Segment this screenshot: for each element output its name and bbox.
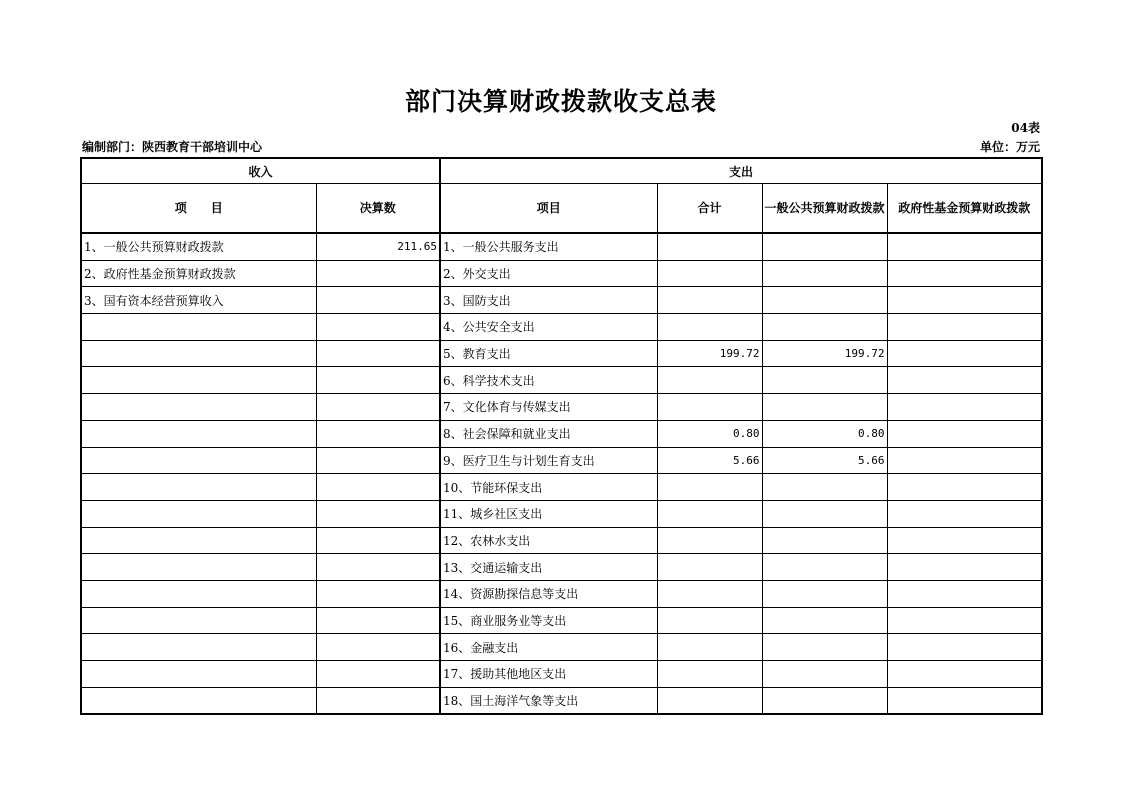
table-row — [81, 607, 1042, 634]
gov-fund-cell — [887, 233, 1042, 260]
expense-item-cell: 18、国土海洋气象等支出 — [440, 687, 657, 714]
col-total: 合计 — [657, 184, 762, 234]
total-cell — [657, 554, 762, 581]
total-cell — [657, 634, 762, 661]
table-row — [81, 420, 1042, 447]
income-item-cell — [81, 420, 316, 447]
expense-item-cell: 2、外交支出 — [440, 260, 657, 287]
gov-fund-cell — [887, 474, 1042, 501]
general-budget-cell — [762, 314, 887, 341]
general-budget-cell — [762, 367, 887, 394]
expense-item-cell: 12、农林水支出 — [440, 527, 657, 554]
income-amount-cell — [316, 394, 440, 421]
income-amount-cell — [316, 420, 440, 447]
income-item-cell — [81, 554, 316, 581]
expense-item-cell: 13、交通运输支出 — [440, 554, 657, 581]
general-budget-cell: 5.66 — [762, 447, 887, 474]
table-row — [81, 661, 1042, 688]
total-cell — [657, 394, 762, 421]
income-item-cell: 3、国有资本经营预算收入 — [81, 287, 316, 314]
income-item-cell — [81, 634, 316, 661]
general-budget-cell — [762, 233, 887, 260]
gov-fund-cell — [887, 527, 1042, 554]
income-item-cell — [81, 314, 316, 341]
general-budget-cell — [762, 394, 887, 421]
general-budget-cell — [762, 554, 887, 581]
gov-fund-cell — [887, 607, 1042, 634]
table-row — [81, 233, 1042, 260]
table-body — [81, 233, 1042, 714]
section-header-row — [81, 158, 1042, 184]
table-row — [81, 474, 1042, 501]
gov-fund-cell — [887, 634, 1042, 661]
table-row — [81, 340, 1042, 367]
income-amount-cell — [316, 554, 440, 581]
income-item-cell: 1、一般公共预算财政拨款 — [81, 233, 316, 260]
general-budget-cell — [762, 580, 887, 607]
col-general-budget: 一般公共预算财政拨款 — [762, 184, 887, 234]
expense-item-cell: 4、公共安全支出 — [440, 314, 657, 341]
gov-fund-cell — [887, 260, 1042, 287]
total-cell — [657, 233, 762, 260]
expense-item-cell: 11、城乡社区支出 — [440, 500, 657, 527]
table-row — [81, 634, 1042, 661]
unit-label: 单位：万元 — [979, 140, 1040, 154]
gov-fund-cell — [887, 287, 1042, 314]
department-label: 编制部门：陕西教育干部培训中心 — [82, 140, 263, 154]
page-title: 部门决算财政拨款收支总表 — [404, 87, 717, 116]
income-amount-cell — [316, 500, 440, 527]
table-row — [81, 314, 1042, 341]
total-cell — [657, 661, 762, 688]
table-row — [81, 367, 1042, 394]
total-cell — [657, 580, 762, 607]
expense-item-cell: 9、医疗卫生与计划生育支出 — [440, 447, 657, 474]
income-item-cell — [81, 580, 316, 607]
total-cell — [657, 607, 762, 634]
table-row — [81, 394, 1042, 421]
general-budget-cell — [762, 607, 887, 634]
income-amount-cell — [316, 634, 440, 661]
gov-fund-cell — [887, 500, 1042, 527]
total-cell: 0.80 — [657, 420, 762, 447]
table-row — [81, 554, 1042, 581]
income-item-cell — [81, 474, 316, 501]
total-cell — [657, 314, 762, 341]
total-cell — [657, 287, 762, 314]
general-budget-cell — [762, 287, 887, 314]
general-budget-cell — [762, 500, 887, 527]
gov-fund-cell — [887, 580, 1042, 607]
gov-fund-cell — [887, 554, 1042, 581]
table-row — [81, 527, 1042, 554]
general-budget-cell — [762, 474, 887, 501]
income-item-cell — [81, 340, 316, 367]
expense-item-cell: 10、节能环保支出 — [440, 474, 657, 501]
expense-item-cell: 14、资源勘探信息等支出 — [440, 580, 657, 607]
expense-item-cell: 7、文化体育与传媒支出 — [440, 394, 657, 421]
total-cell — [657, 527, 762, 554]
general-budget-cell: 199.72 — [762, 340, 887, 367]
income-amount-cell — [316, 661, 440, 688]
col-expense-item: 项目 — [440, 184, 657, 234]
income-amount-cell — [316, 367, 440, 394]
total-cell — [657, 500, 762, 527]
income-amount-cell — [316, 260, 440, 287]
general-budget-cell — [762, 661, 887, 688]
total-cell — [657, 260, 762, 287]
income-item-cell — [81, 500, 316, 527]
income-item-cell — [81, 447, 316, 474]
gov-fund-cell — [887, 394, 1042, 421]
income-amount-cell — [316, 314, 440, 341]
income-amount-cell — [316, 474, 440, 501]
general-budget-cell — [762, 527, 887, 554]
general-budget-cell — [762, 634, 887, 661]
expense-item-cell: 17、援助其他地区支出 — [440, 661, 657, 688]
income-item-cell — [81, 661, 316, 688]
general-budget-cell — [762, 687, 887, 714]
income-amount-cell — [316, 340, 440, 367]
income-item-cell — [81, 687, 316, 714]
income-item-cell — [81, 527, 316, 554]
col-income-amount: 决算数 — [316, 184, 440, 234]
column-header-row — [81, 184, 1042, 234]
total-cell: 5.66 — [657, 447, 762, 474]
income-item-cell — [81, 367, 316, 394]
income-section-header: 收入 — [81, 158, 440, 184]
income-amount-cell — [316, 607, 440, 634]
expense-item-cell: 15、商业服务业等支出 — [440, 607, 657, 634]
general-budget-cell: 0.80 — [762, 420, 887, 447]
gov-fund-cell — [887, 314, 1042, 341]
expense-item-cell: 6、科学技术支出 — [440, 367, 657, 394]
income-amount-cell — [316, 580, 440, 607]
total-cell — [657, 687, 762, 714]
income-amount-cell — [316, 447, 440, 474]
table-row — [81, 447, 1042, 474]
income-item-cell — [81, 394, 316, 421]
total-cell — [657, 367, 762, 394]
income-amount-cell — [316, 687, 440, 714]
table-row — [81, 500, 1042, 527]
expense-item-cell: 5、教育支出 — [440, 340, 657, 367]
gov-fund-cell — [887, 340, 1042, 367]
expense-section-header: 支出 — [440, 158, 1042, 184]
col-gov-fund: 政府性基金预算财政拨款 — [887, 184, 1042, 234]
expense-item-cell: 3、国防支出 — [440, 287, 657, 314]
income-amount-cell — [316, 527, 440, 554]
table-row — [81, 260, 1042, 287]
table-row — [81, 687, 1042, 714]
gov-fund-cell — [887, 687, 1042, 714]
gov-fund-cell — [887, 447, 1042, 474]
total-cell — [657, 474, 762, 501]
income-amount-cell: 211.65 — [316, 233, 440, 260]
table-row — [81, 287, 1042, 314]
expense-item-cell: 1、一般公共服务支出 — [440, 233, 657, 260]
income-item-cell — [81, 607, 316, 634]
gov-fund-cell — [887, 661, 1042, 688]
income-amount-cell — [316, 287, 440, 314]
expense-item-cell: 16、金融支出 — [440, 634, 657, 661]
table-row — [81, 580, 1042, 607]
budget-summary-table — [80, 157, 1043, 715]
col-income-item: 项 目 — [81, 184, 316, 234]
gov-fund-cell — [887, 367, 1042, 394]
table-number: 04表 — [1011, 121, 1040, 135]
total-cell: 199.72 — [657, 340, 762, 367]
gov-fund-cell — [887, 420, 1042, 447]
general-budget-cell — [762, 260, 887, 287]
income-item-cell: 2、政府性基金预算财政拨款 — [81, 260, 316, 287]
expense-item-cell: 8、社会保障和就业支出 — [440, 420, 657, 447]
